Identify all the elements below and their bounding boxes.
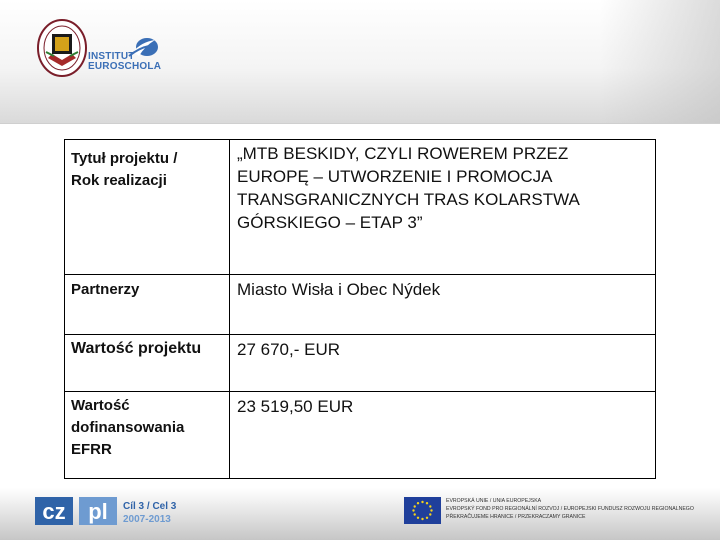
row-label-cell [65, 392, 230, 479]
value-line: GÓRSKIEGO – ETAP 3” [237, 213, 423, 232]
value-line: 23 519,50 EUR [237, 397, 354, 416]
value-line: 27 670,- EUR [237, 340, 340, 359]
row-label-cell [65, 275, 230, 335]
label-line: dofinansowania [71, 419, 185, 436]
university-seal-icon [36, 18, 88, 78]
row-value-cell [230, 392, 656, 479]
table-row [65, 140, 656, 275]
label-line: Partnerzy [71, 281, 140, 298]
cz-pl-program-logo [35, 494, 185, 528]
value-line: TRANSGRANICZNYCH TRAS KOLARSTWA [237, 190, 580, 209]
eu-funding-text [446, 497, 694, 521]
pl-text: pl [88, 499, 108, 524]
label-line: Tytuł projektu / [71, 150, 178, 167]
label-line: Wartość [71, 397, 130, 414]
label-line: Rok realizacji [71, 172, 167, 189]
table-row [65, 275, 656, 335]
label-line: Wartość projektu [71, 340, 202, 357]
euroschola-line1: INSTITUT [88, 51, 135, 62]
years-text: 2007-2013 [123, 514, 171, 525]
row-label-cell [65, 335, 230, 392]
table-row [65, 335, 656, 392]
row-value-cell [230, 275, 656, 335]
value-line: „MTB BESKIDY, CZYLI ROWEREM PRZEZ [237, 144, 569, 163]
row-value-cell [230, 335, 656, 392]
eu-line: EVROPSKÁ UNIE / UNIA EUROPEJSKA [446, 498, 542, 504]
euroschola-logo-text [88, 52, 161, 72]
value-line: EUROPĘ – UTWORZENIE I PROMOCJA [237, 167, 553, 186]
cz-text: cz [42, 499, 66, 524]
row-label-cell [65, 140, 230, 275]
table-row [65, 392, 656, 479]
row-value-cell [230, 140, 656, 275]
value-line: Miasto Wisła i Obec Nýdek [237, 280, 441, 299]
eu-line: EVROPSKÝ FOND PRO REGIONÁLNÍ ROZVOJ / EUROPEJSKI FUNDUSZ ROZWOJU REGIONALNEGO [446, 506, 694, 512]
header-corner-fade [600, 0, 720, 124]
eu-line: PŘEKRAČUJEME HRANICE / PRZEKRACZAMY GRANICE [446, 514, 586, 520]
eu-flag-icon [404, 497, 441, 524]
cil-text: Cíl 3 / Cel 3 [123, 501, 177, 512]
header-divider [0, 123, 720, 124]
project-info-table [64, 139, 656, 479]
label-line: EFRR [71, 441, 112, 458]
euroschola-line2: EUROSCHOLA [88, 61, 162, 72]
